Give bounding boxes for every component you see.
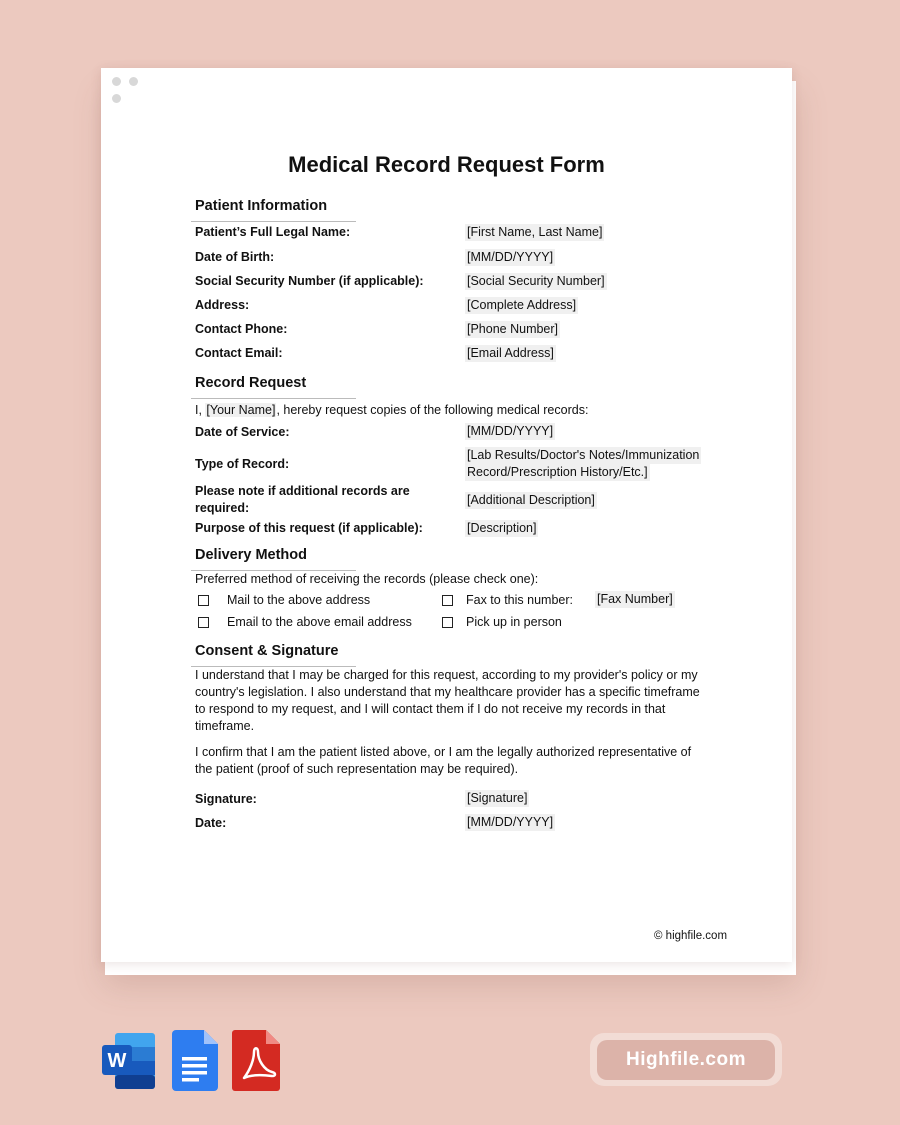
- section-heading-delivery: Delivery Method: [195, 547, 307, 563]
- field-label: Address:: [195, 298, 250, 312]
- field-value-record-type-2[interactable]: Record/Prescription History/Etc.]: [467, 465, 648, 479]
- divider: [191, 398, 356, 399]
- field-label: required:: [195, 501, 250, 515]
- word-icon[interactable]: [101, 1031, 157, 1091]
- section-heading-consent: Consent & Signature: [195, 643, 339, 659]
- checkbox-mail[interactable]: [198, 595, 209, 606]
- field-value-service-date[interactable]: [MM/DD/YYYY]: [467, 424, 554, 438]
- field-label: Contact Phone:: [195, 322, 288, 336]
- option-mail-label: Mail to the above address: [227, 593, 371, 607]
- field-value-fax[interactable]: [Fax Number]: [597, 592, 673, 606]
- field-value-signature[interactable]: [Signature]: [467, 791, 528, 805]
- field-value-record-type-1[interactable]: [Lab Results/Doctor's Notes/Immunization: [467, 448, 700, 462]
- pdf-icon[interactable]: [232, 1030, 280, 1091]
- divider: [191, 221, 356, 222]
- field-value-additional[interactable]: [Additional Description]: [467, 493, 595, 507]
- field-label: Date:: [195, 816, 227, 830]
- record-intro: [195, 402, 735, 419]
- field-label: Date of Birth:: [195, 250, 275, 264]
- checkbox-email[interactable]: [198, 617, 209, 628]
- consent-paragraph-line: timeframe.: [195, 719, 255, 733]
- checkbox-pickup[interactable]: [442, 617, 453, 628]
- option-pickup-label: Pick up in person: [466, 615, 562, 629]
- field-value-sign-date[interactable]: [MM/DD/YYYY]: [467, 815, 554, 829]
- section-heading-patient: Patient Information: [195, 198, 328, 214]
- consent-paragraph-line: I understand that I may be charged for this request, according to my provider's policy or my: [195, 668, 698, 682]
- document-page: [101, 68, 792, 962]
- highfile-badge[interactable]: Highfile.com: [597, 1040, 775, 1080]
- field-value-ssn[interactable]: [Social Security Number]: [467, 274, 605, 288]
- field-label: Date of Service:: [195, 425, 290, 439]
- consent-paragraph-line: to respond to my request, and I will contact them if I do not receive my records in that: [195, 702, 666, 716]
- section-heading-record: Record Request: [195, 375, 307, 391]
- option-email-label: Email to the above email address: [227, 615, 412, 629]
- field-label: Social Security Number (if applicable):: [195, 274, 424, 288]
- field-value-phone[interactable]: [Phone Number]: [467, 322, 559, 336]
- field-value-dob[interactable]: [MM/DD/YYYY]: [467, 250, 554, 264]
- confirm-paragraph-line: I confirm that I am the patient listed above, or I am the legally authorized representative of: [195, 745, 692, 759]
- field-value-address[interactable]: [Complete Address]: [467, 298, 577, 312]
- field-value-name[interactable]: [First Name, Last Name]: [467, 225, 603, 239]
- delivery-intro: Preferred method of receiving the records (please check one):: [195, 572, 539, 586]
- consent-paragraph-line: country's legislation. I also understand that my healthcare provider has a specific timeframe: [195, 685, 700, 699]
- field-label: Contact Email:: [195, 346, 283, 360]
- field-label: Type of Record:: [195, 457, 290, 471]
- field-value-email[interactable]: [Email Address]: [467, 346, 554, 360]
- google-docs-icon[interactable]: [172, 1030, 218, 1091]
- field-label: Purpose of this request (if applicable):: [195, 521, 423, 535]
- intro-prefix: I,: [195, 403, 206, 417]
- checkbox-fax[interactable]: [442, 595, 453, 606]
- option-fax-label: Fax to this number:: [466, 593, 573, 607]
- svg-text:W: W: [107, 1050, 127, 1072]
- field-value-purpose[interactable]: [Description]: [467, 521, 537, 535]
- field-label: Please note if additional records are: [195, 484, 410, 498]
- field-label: Patient’s Full Legal Name:: [195, 225, 351, 239]
- confirm-paragraph-line: the patient (proof of such representation may be required).: [195, 762, 519, 776]
- field-label: Signature:: [195, 792, 257, 806]
- document-title: Medical Record Request Form: [288, 152, 605, 177]
- intro-suffix: , hereby request copies of the following medical records:: [276, 403, 589, 417]
- copyright: © highfile.com: [654, 930, 728, 942]
- your-name-field[interactable]: [Your Name]: [206, 403, 276, 417]
